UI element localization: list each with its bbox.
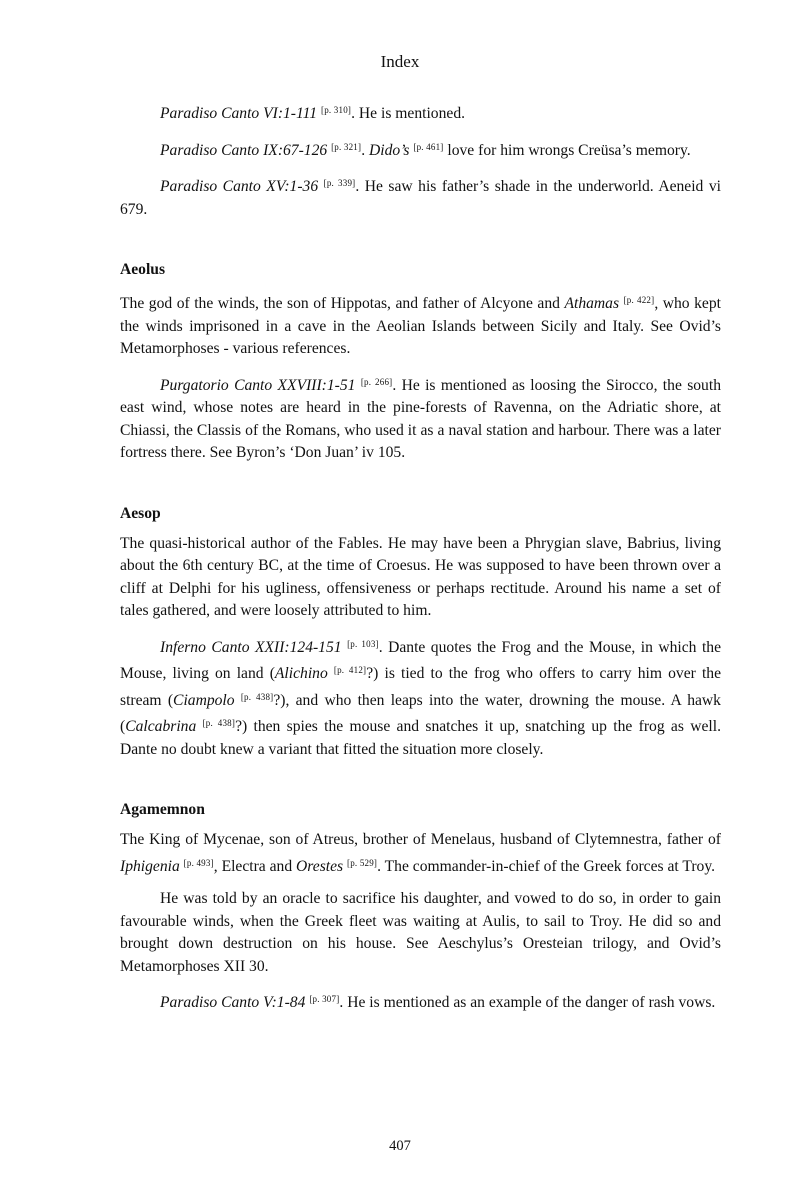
canto-link[interactable]: Inferno Canto XXII:124-151 <box>160 638 342 656</box>
page-title: Index <box>380 52 420 71</box>
reference-text: love for him wrongs Creüsa’s memory. <box>443 141 691 159</box>
entry-intro <box>120 829 721 878</box>
page-reference[interactable]: [p. 493] <box>183 857 214 868</box>
intro-text: The King of Mycenae, son of Atreus, brother of Menelaus, husband of Clytemnestra, father of <box>120 831 721 848</box>
reference-text: . He is mentioned as an example of the danger of rash vows. <box>339 994 716 1011</box>
page-reference[interactable]: [p. 438] <box>240 691 274 702</box>
page-reference[interactable]: [p. 310] <box>321 105 352 115</box>
entry-heading: Agamemnon <box>120 801 205 818</box>
index-content <box>120 99 721 1053</box>
entry-intro <box>120 289 721 361</box>
name-link[interactable]: Dido’s <box>369 141 410 159</box>
page-reference[interactable]: [p. 321] <box>331 141 362 152</box>
reference-text: . He is mentioned. <box>351 105 466 122</box>
entry-heading: Aeolus <box>120 261 166 278</box>
page-reference[interactable]: [p. 103] <box>347 638 379 649</box>
intro-text: . The commander-in-chief of the Greek forces at Troy. <box>377 857 716 875</box>
canto-reference-paragraph <box>120 371 721 465</box>
canto-link[interactable]: Purgatorio Canto XXVIII:1-51 <box>160 376 356 394</box>
canto-link[interactable]: Paradiso Canto XV:1-36 <box>160 178 319 195</box>
reference-text: . He saw his father’s shade in the underworld. Aeneid vi 679. <box>120 178 721 218</box>
name-link[interactable]: Iphigenia <box>120 857 180 875</box>
canto-link[interactable]: Paradiso Canto VI:1-111 <box>160 105 318 122</box>
page-reference[interactable]: [p. 461] <box>413 141 444 152</box>
entry-paragraph: He was told by an oracle to sacrifice his daughter, and vowed to do so, in order to gain favourable winds, when the Greek fleet was waiting at Aulis, to sail to Troy. He did so and brought down destruction on his house. See Aeschylus’s Oresteian trilogy, and Ovid’s Metamorphoses XII 30. <box>120 890 721 975</box>
page-reference[interactable]: [p. 438] <box>202 718 236 728</box>
entry-heading: Aesop <box>120 504 161 522</box>
intro-text: , Electra and <box>213 857 297 875</box>
entry-aesop <box>120 503 721 762</box>
reference-text: ?) then spies the mouse and snatches it up, snatching up the frog as well. Dante no doubt knew a variant that fitted the situation more closely. <box>120 718 721 758</box>
canto-reference-paragraph <box>120 988 721 1015</box>
canto-link[interactable]: Paradiso Canto IX:67-126 <box>160 141 328 159</box>
name-link[interactable]: Calcabrina <box>125 718 197 735</box>
reference-text: ?), and who then leaps into the water, drowning the mouse. A hawk ( <box>120 691 721 735</box>
intro-text: , who kept the winds imprisoned in a cave in the Aeolian Islands between Sicily and Italy. See Ovid’s Metamorphoses - various references. <box>120 295 721 357</box>
entry-continued <box>120 99 721 221</box>
name-link[interactable]: Ciampolo <box>173 691 235 709</box>
name-link[interactable]: Orestes <box>296 857 344 875</box>
reference-text: . <box>361 141 370 159</box>
intro-text: The god of the winds, the son of Hippotas, and father of Alcyone and <box>120 295 565 312</box>
page-reference[interactable]: [p. 339] <box>323 178 356 188</box>
entry-aeolus <box>120 259 721 465</box>
name-link[interactable]: Athamas <box>564 295 620 312</box>
page-reference[interactable]: [p. 412] <box>333 665 367 675</box>
page-reference[interactable]: [p. 422] <box>623 295 655 305</box>
reference-text: ?) is tied to the frog who offers to carry him over the stream ( <box>120 665 721 709</box>
canto-reference-paragraph <box>120 99 721 126</box>
canto-link[interactable]: Paradiso Canto V:1-84 <box>160 994 306 1011</box>
entry-intro: The quasi-historical author of the Fables. He may have been a Phrygian slave, Babrius, living about the 6th century BC, at the time of Croesus. He was supposed to have been thrown over a cliff at Delphi for his ugliness, offensiveness or perhaps rectitude. Around his name a set of tales gathered, and were loosely attributed to him. <box>120 534 721 619</box>
entry-agamemnon <box>120 799 721 1015</box>
page-number: 407 <box>389 1138 411 1154</box>
name-link[interactable]: Alichino <box>274 665 328 682</box>
page-reference[interactable]: [p. 266] <box>360 376 393 387</box>
reference-text: . He is mentioned as loosing the Sirocco, the south east wind, whose notes are heard in the pine-forests of Ravenna, on the Adriatic shore, at Chiassi, the Classis of the Romans, who used it as a naval station and harbour. There was a later fortress there. See Byron’s ‘Don Juan’ iv 105. <box>120 376 721 461</box>
page-reference[interactable]: [p. 307] <box>309 994 340 1004</box>
page-reference[interactable]: [p. 529] <box>347 857 378 868</box>
canto-reference-paragraph <box>120 136 721 163</box>
canto-reference-paragraph <box>120 172 721 221</box>
canto-reference-paragraph <box>120 633 721 762</box>
reference-text: . Dante quotes the Frog and the Mouse, in which the Mouse, living on land ( <box>120 638 721 682</box>
